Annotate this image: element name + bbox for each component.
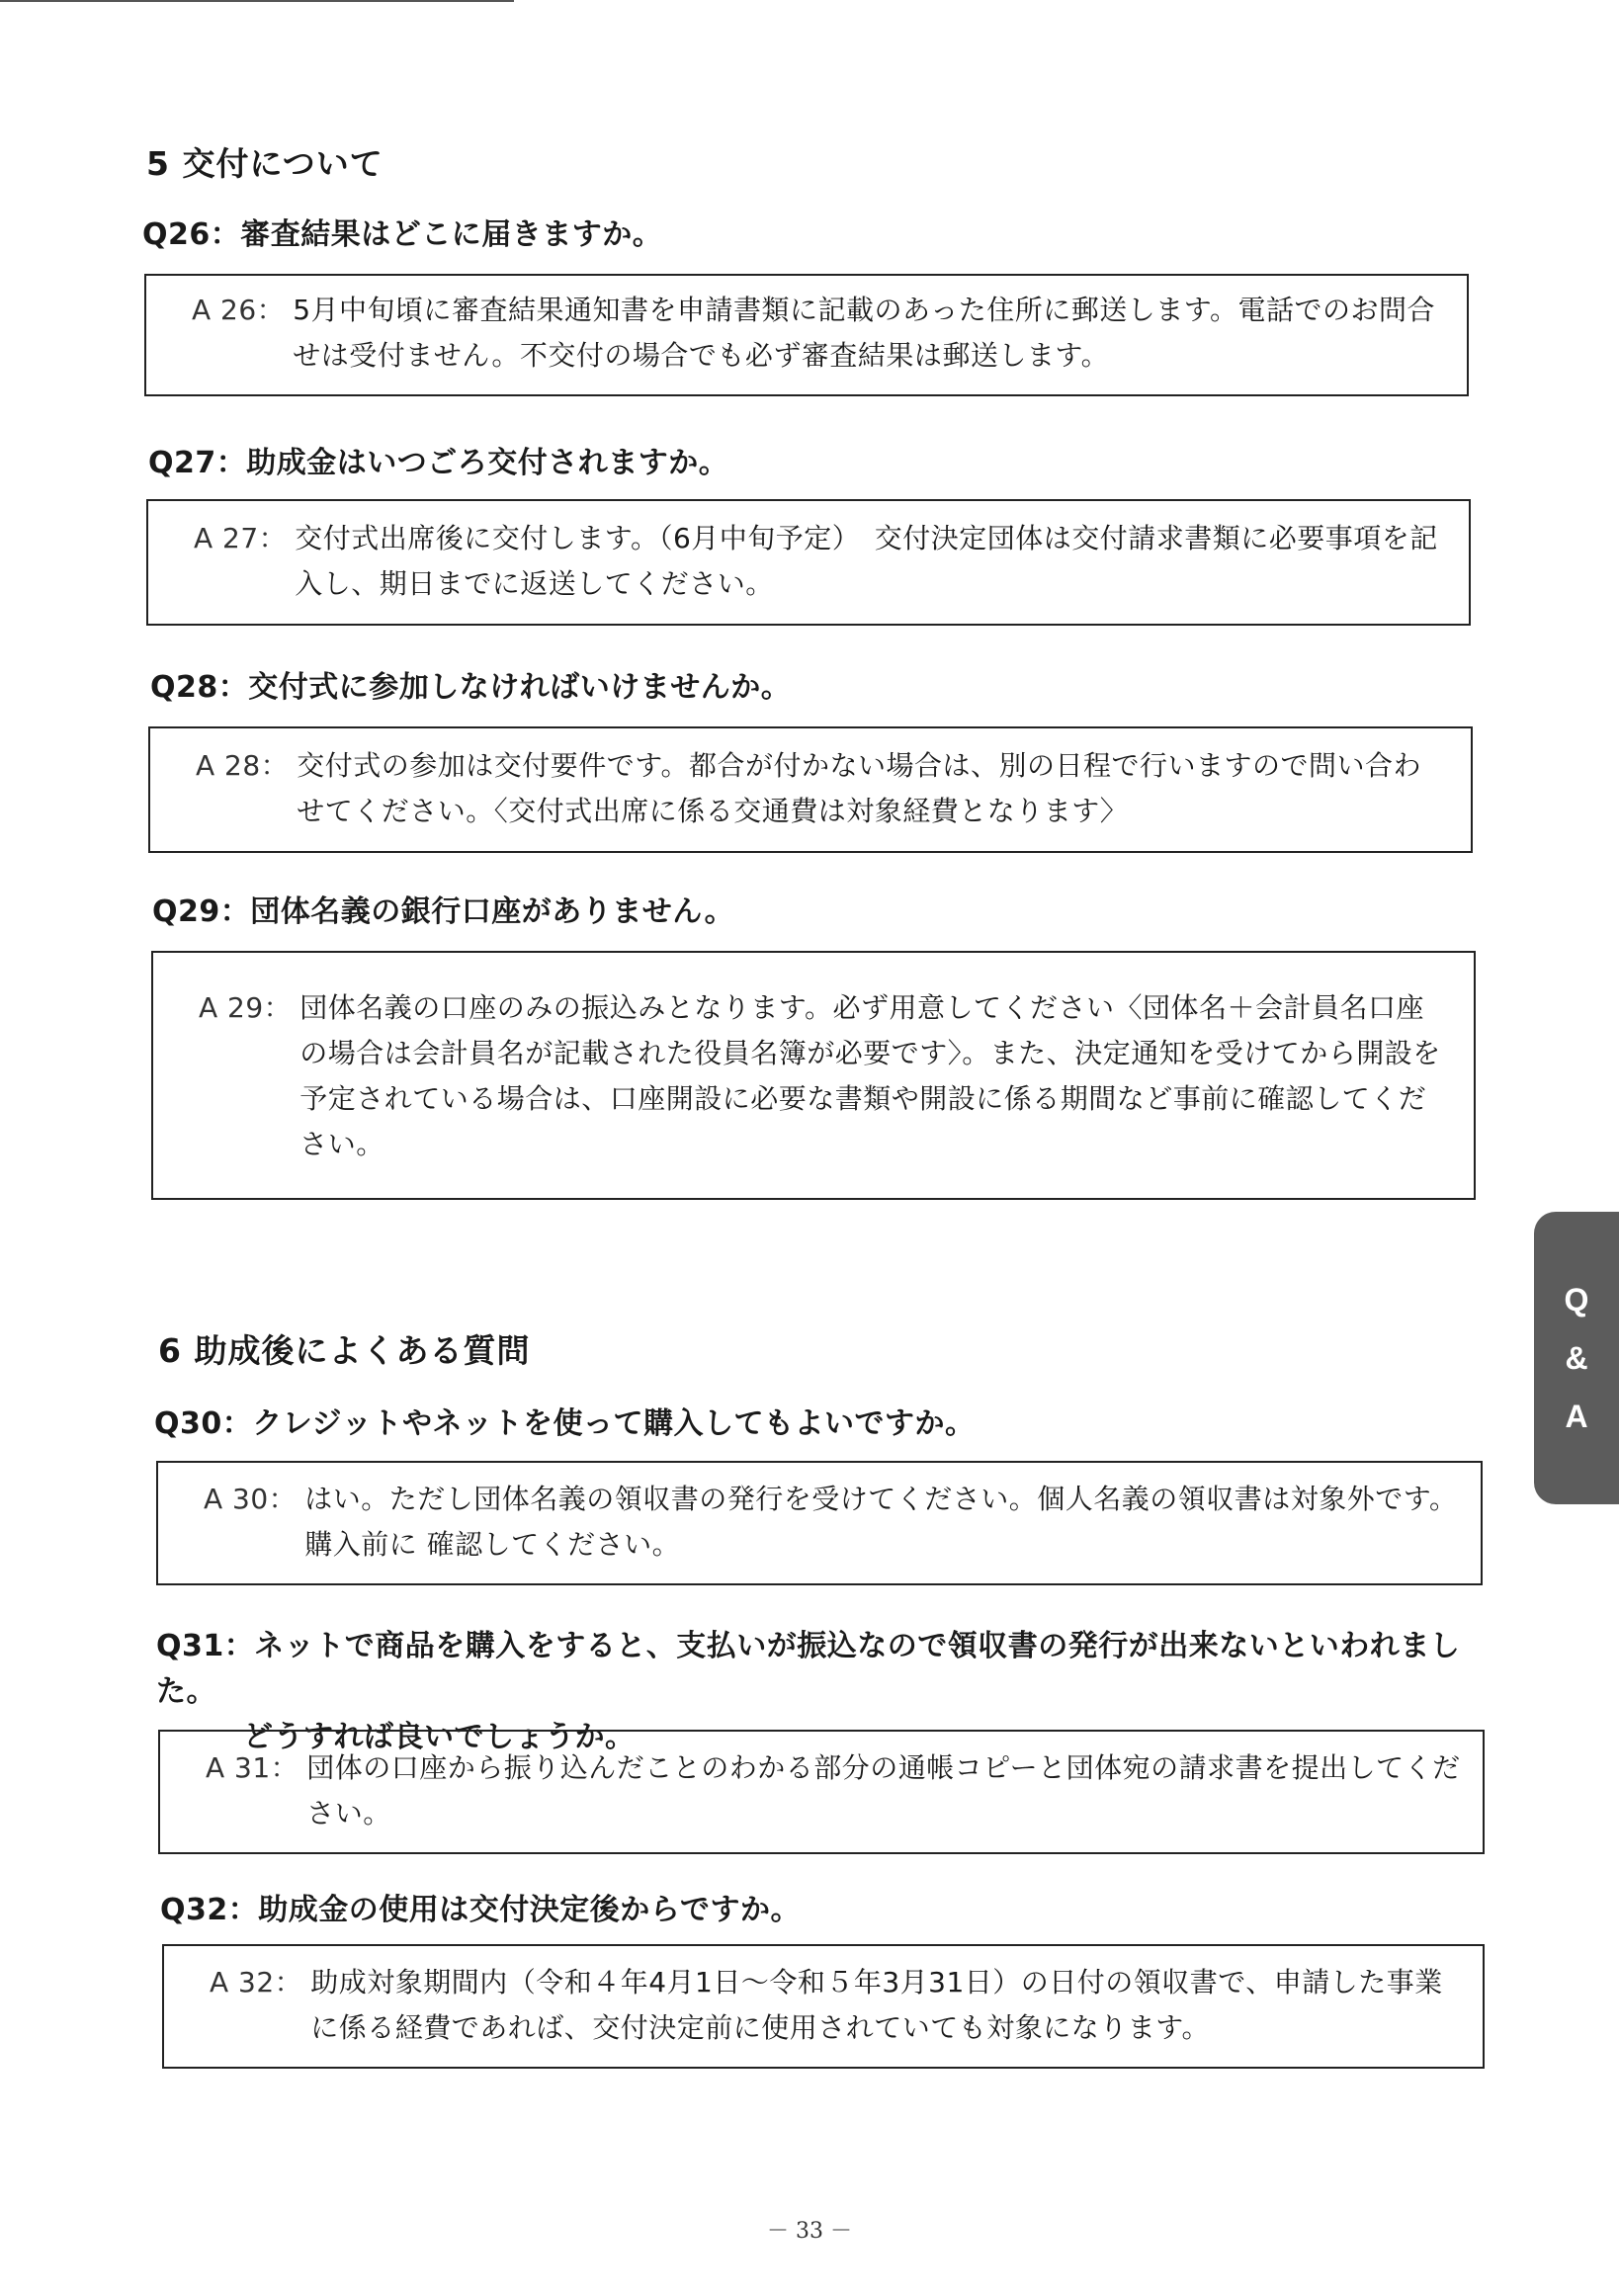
question-text: クレジットやネットを使って購入してもよいですか。 [252,1406,976,1441]
question-label: Q31： [156,1629,255,1663]
answer-label: A 28： [196,749,290,782]
answer-box-29 [151,951,1476,1200]
answer-text: 交付式出席後に交付します。（6月中旬予定） 交付決定団体は交付請求書類に必要事項を記入し、期日までに返送してください。 [295,522,1438,600]
question-text: 助成金はいつごろ交付されますか。 [246,446,729,480]
question-27 [148,441,728,486]
question-label: Q32： [160,1893,259,1927]
question-32 [160,1888,801,1933]
answer-box-27 [146,499,1471,626]
answer-text: 助成対象期間内（令和４年4月1日～令和５年3月31日）の日付の領収書で、申請した事業に係る経費であれば、交付決定前に使用されていても対象になります。 [310,1966,1443,2044]
question-text: ネットで商品を購入をすると、支払いが振込なので領収書の発行が出来ないといわれました。 [156,1629,1461,1709]
question-text: 団体名義の銀行口座がありません。 [250,894,735,929]
answer-box-26 [144,274,1469,396]
answer-text: 5月中旬頃に審査結果通知書を申請書類に記載のあった住所に郵送します。電話でのお問合せは受付ません。不交付の場合でも必ず審査結果は郵送します。 [293,294,1435,372]
section-title-5: 5 交付について [146,144,383,183]
answer-label: A 32： [210,1966,303,1998]
answer-label: A 29： [199,991,293,1024]
question-label: Q28： [150,670,249,705]
answer-box-30 [156,1461,1483,1585]
answer-label: A 26： [192,294,286,326]
answer-text: 団体の口座から振り込んだことのわかる部分の通帳コピーと団体宛の請求書を提出してください。 [306,1751,1461,1829]
answer-text: 団体名義の口座のみの振込みとなります。必ず用意してください〈団体名＋会計員名口座 の場合は会計員名が記載された役員名簿が必要です〉。また、決定通知を受けてから開設を予定されている場合は、口座開設に必要な書類や開設に係る期間など事前に確認してください。 [299,991,1441,1160]
question-28 [150,665,791,711]
question-text: 交付式に参加しなければいけませんか。 [248,670,792,705]
page-number: － 33 － [767,2219,852,2244]
qa-index-tab [1534,1212,1619,1504]
question-label: Q26： [142,217,241,252]
answer-text: 交付式の参加は交付要件です。都合が付かない場合は、別の日程で行いますので問い合わせてください。〈交付式出席に係る交通費は対象経費となります〉 [297,749,1421,827]
question-label: Q30： [154,1406,253,1441]
question-26 [142,213,662,258]
answer-box-31 [158,1730,1485,1854]
question-30 [154,1402,976,1447]
answer-text: はい。ただし団体名義の領収書の発行を受けてください。個人名義の領収書は対象外です。購入前に 確認してください。 [304,1483,1458,1561]
tab-letter-a: A [1565,1398,1588,1434]
tab-letter-ampersand: & [1565,1339,1588,1376]
question-label: Q29： [152,894,251,929]
tab-letter-q: Q [1564,1281,1589,1318]
answer-label: A 27： [194,522,288,554]
answer-box-28 [148,726,1473,853]
section-title-6: 6 助成後によくある質問 [158,1331,531,1370]
question-text: 審査結果はどこに届きますか。 [240,217,663,252]
top-rule [0,0,514,2]
answer-label: A 31： [206,1751,299,1784]
question-text-continued: どうすれば良いでしょうか。 [243,1720,636,1754]
question-text: 助成金の使用は交付決定後からですか。 [258,1893,801,1927]
answer-label: A 30： [204,1483,298,1515]
question-29 [152,890,734,935]
answer-box-32 [162,1944,1485,2069]
question-label: Q27： [148,446,247,480]
